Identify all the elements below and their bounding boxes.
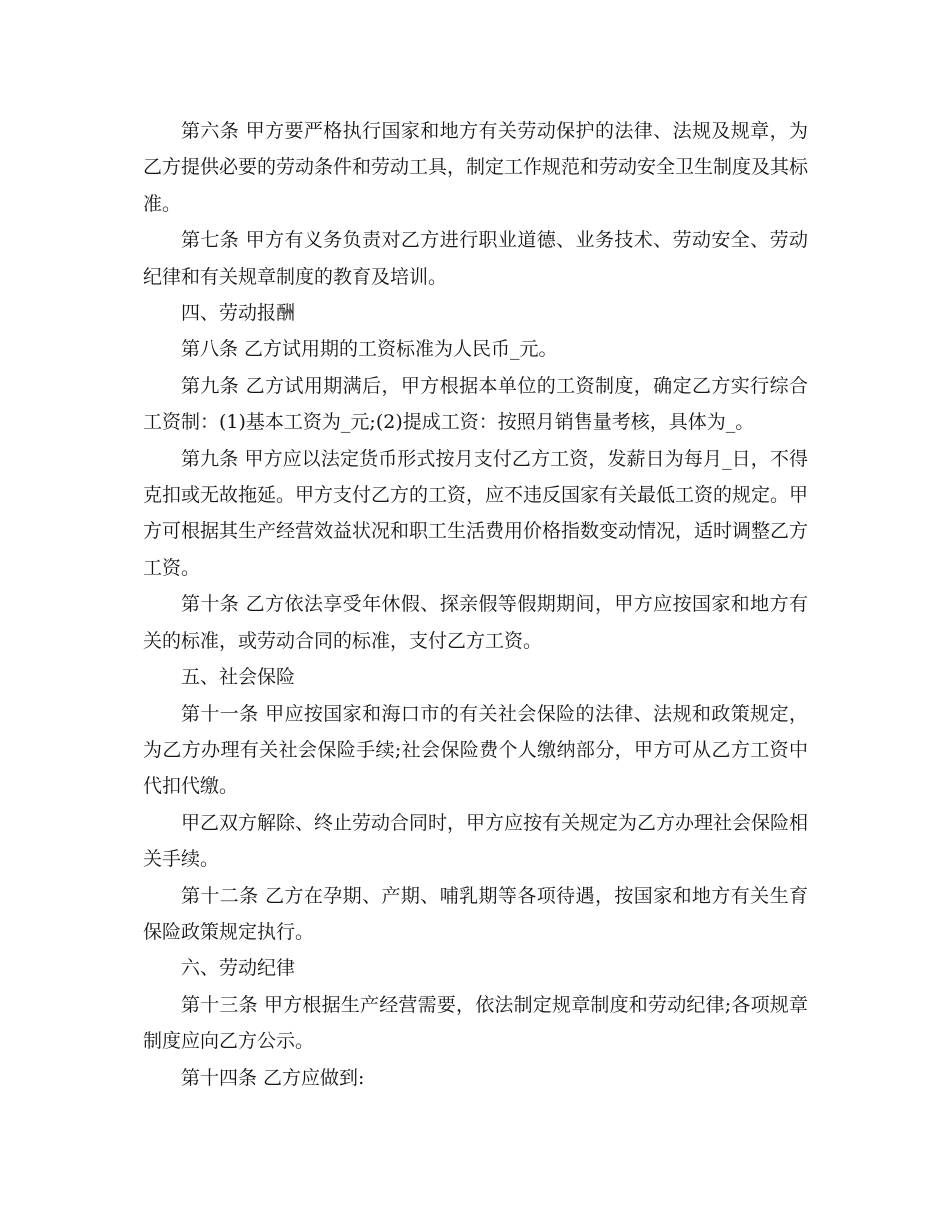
document-body (143, 113, 808, 1096)
clause-10-holiday-pay: 第十条 乙方依法享受年休假、探亲假等假期期间，甲方应按国家和地方有关的标准，或劳动合同的标准，支付乙方工资。 (143, 593, 808, 652)
clause-9-wage-payment: 第九条 甲方应以法定货币形式按月支付乙方工资，发薪日为每月_日，不得克扣或无故拖延。甲方支付乙方的工资，应不违反国家有关最低工资的规定。甲方可根据其生产经营效益状况和职工生活费用价格指数变动情况，适时调整乙方工资。 (143, 447, 809, 579)
clause-8-probation-wage: 第八条 乙方试用期的工资标准为人民币_元。 (181, 338, 558, 361)
clause-7-training: 第七条 甲方有义务负责对乙方进行职业道德、业务技术、劳动安全、劳动纪律和有关规章制度的教育及培训。 (143, 229, 808, 288)
clause-9-wage-system: 第九条 乙方试用期满后，甲方根据本单位的工资制度，确定乙方实行综合工资制：(1)基本工资为_元;(2)提成工资：按照月销售量考核，具体为_。 (143, 374, 808, 434)
clause-14-employee-duties: 第十四条 乙方应做到: (181, 1066, 365, 1089)
section-heading-remuneration: 四、劳动报酬 (181, 302, 296, 325)
section-heading-social-insurance: 五、社会保险 (181, 666, 296, 689)
clause-11-social-insurance: 第十一条 甲应按国家和海口市的有关社会保险的法律、法规和政策规定，为乙方办理有关社会保险手续;社会保险费个人缴纳部分，甲方可从乙方工资中代扣代缴。 (143, 702, 808, 798)
clause-6-labor-protection: 第六条 甲方要严格执行国家和地方有关劳动保护的法律、法规及规章，为乙方提供必要的劳动条件和劳动工具，制定工作规范和劳动安全卫生制度及其标准。 (143, 120, 809, 215)
paragraph-contract-termination-insurance: 甲乙双方解除、终止劳动合同时，甲方应按有关规定为乙方办理社会保险相关手续。 (143, 811, 809, 871)
clause-12-maternity: 第十二条 乙方在孕期、产期、哺乳期等各项待遇，按国家和地方有关生育保险政策规定执行。 (143, 884, 808, 943)
section-heading-labor-discipline: 六、劳动纪律 (181, 957, 296, 980)
clause-13-rules: 第十三条 甲方根据生产经营需要，依法制定规章制度和劳动纪律;各项规章制度应向乙方公示。 (143, 993, 808, 1053)
